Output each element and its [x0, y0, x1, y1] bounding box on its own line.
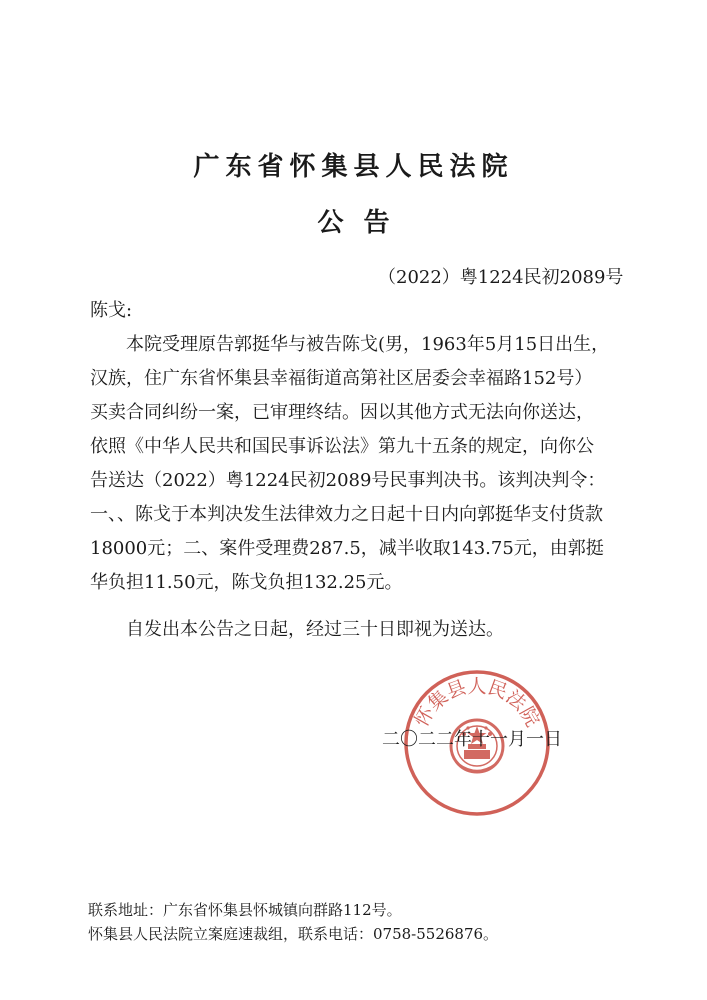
body-line: 一、、陈戈于本判决发生法律效力之日起十日内向郭挺华支付货款 [90, 504, 603, 525]
court-name: 广东省怀集县人民法院 [193, 152, 514, 182]
body-line: 18000元；二、案件受理费287.5，减半收取143.75元，由郭挺 [90, 538, 604, 559]
contact-phone: 怀集县人民法院立案庭速裁组，联系电话：0758-5526876。 [88, 925, 499, 943]
document-title: 公告 [317, 208, 410, 238]
seal-text: 怀集县人民法院 [410, 675, 544, 731]
body-line: 告送达（2022）粤1224民初2089号民事判决书。该判决判令： [90, 470, 606, 491]
case-number: （2022）粤1224民初2089号 [378, 267, 624, 288]
body-line: 本院受理原告郭挺华与被告陈戈(男，1963年5月15日出生， [126, 334, 610, 355]
body-line: 买卖合同纠纷一案，已审理终结。因以其他方式无法向你送达， [90, 402, 594, 423]
contact-address: 联系地址：广东省怀集县怀城镇向群路112号。 [88, 901, 402, 919]
addressee: 陈戈: [90, 300, 133, 321]
body-line: 依照《中华人民共和国民事诉讼法》第九十五条的规定，向你公 [90, 436, 594, 457]
contact-info [88, 898, 498, 946]
announcement-body [90, 328, 635, 600]
body-line: 华负担11.50元，陈戈负担132.25元。 [90, 572, 403, 593]
closing-statement: 自发出本公告之日起，经过三十日即视为送达。 [126, 619, 504, 640]
body-line: 汉族，住广东省怀集县幸福街道高第社区居委会幸福路152号） [90, 368, 593, 389]
signature-date: 二〇二二年十一月一日 [382, 729, 562, 750]
